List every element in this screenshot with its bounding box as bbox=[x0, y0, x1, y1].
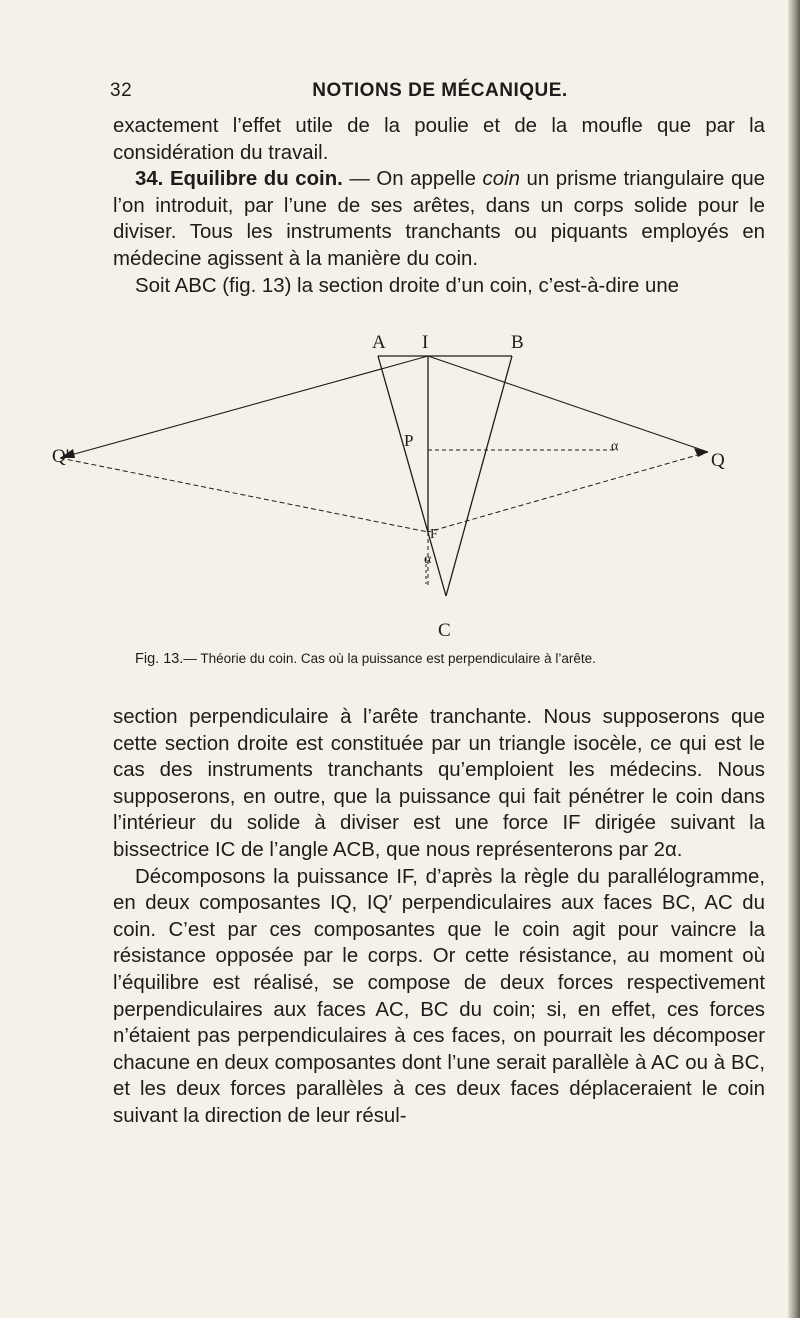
paragraph-soit-abc: Soit ABC (fig. 13) la section droite d’un coin, c’est-à-dire une bbox=[135, 274, 680, 297]
text-block-bottom bbox=[113, 704, 765, 1130]
wedge-face-bc bbox=[446, 356, 512, 596]
component-iq bbox=[428, 356, 708, 452]
figure-caption-label: Fig. 13. bbox=[135, 651, 184, 667]
paragraph-rest: un prisme triangulaire que l’on introduit, par l’une de ses arêtes, dans un corps solide pour le diviser. Tous les instruments tranchants ou piquants employés en médecine agissent à la manière du coin. bbox=[113, 168, 765, 270]
label-f: F bbox=[430, 527, 438, 542]
label-q-prime: Q' bbox=[52, 446, 70, 467]
label-b: B bbox=[511, 332, 524, 353]
wedge-diagram bbox=[372, 332, 758, 642]
parallelogram-right-side bbox=[428, 452, 708, 532]
component-iq-prime bbox=[60, 356, 428, 458]
figure-caption-text: — Théorie du coin. Cas où la puissance est perpendiculaire à l’arête. bbox=[183, 651, 596, 666]
text-block-top bbox=[113, 113, 765, 299]
label-i: I bbox=[422, 332, 429, 353]
paragraph-continuation: exactement l’effet utile de la poulie et de la moufle que par la considération du travail. bbox=[113, 115, 765, 164]
section-number: 34. bbox=[135, 168, 164, 191]
wedge-face-ac bbox=[378, 356, 446, 596]
paragraph-section-34 bbox=[113, 166, 765, 272]
label-c: C bbox=[438, 620, 451, 641]
page-header bbox=[110, 80, 770, 110]
paragraph-decomposons: Décomposons la puissance IF, d’après la règle du parallélogramme, en deux composantes IQ, IQ′ perpendiculaires aux faces BC, AC du coin. C’est par ces composantes que le coin agit pour vaincre la résistance opposée par le corps. Or cette résistance, au moment où l’équilibre est réalisé, se compose de deux forces respectivement perpendiculaires aux faces AC, BC du coin; si, en effet, ces forces n’étaient pas perpendiculaires à ces faces, on pourrait les décomposer chacune en deux composantes dont l’une serait parallèle à AC ou à BC, et les deux forces parallèles à ces deux faces déplaceraient le coin suivant la direction de leur résul- bbox=[113, 865, 765, 1127]
label-a: A bbox=[372, 332, 386, 353]
label-alpha-lower: α bbox=[424, 552, 432, 567]
paragraph-lead: — On appelle bbox=[342, 168, 483, 191]
parallelogram-left-side bbox=[60, 458, 428, 532]
page-number: 32 bbox=[110, 80, 133, 101]
figure-caption bbox=[135, 651, 735, 667]
paragraph-section-perpendiculaire: section perpendiculaire à l’arête tranchante. Nous supposerons que cette section droite est constituée par un triangle isocèle, ce qui est le cas des instruments tranchants qu’emploient les médecins. Nous supposerons, en outre, que la puissance qui fait pénétrer le coin dans l’intérieur du solide à diviser est une force IF dirigée suivant la bissectrice IC de l’angle ACB, que nous représenterons par 2α. bbox=[113, 706, 765, 861]
section-heading: Equilibre du coin. bbox=[169, 168, 343, 191]
label-alpha-upper: α bbox=[611, 439, 619, 454]
label-q-prime-box bbox=[48, 440, 88, 470]
page-edge-shadow bbox=[788, 0, 800, 1318]
label-p: P bbox=[404, 431, 414, 450]
running-title: NOTIONS DE MÉCANIQUE. bbox=[312, 80, 568, 101]
label-q: Q bbox=[711, 450, 725, 471]
term-coin: coin bbox=[482, 168, 520, 191]
